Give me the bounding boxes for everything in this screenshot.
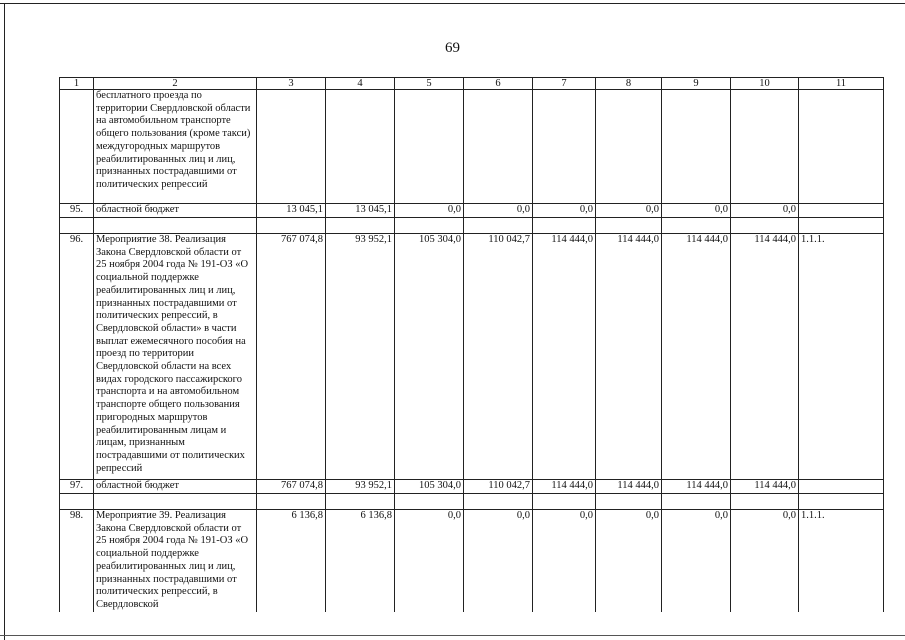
value-cell: 114 444,0 — [596, 234, 662, 480]
value-cell: 0,0 — [731, 510, 799, 612]
spacer-row — [60, 494, 884, 510]
scan-border-bottom — [0, 635, 905, 636]
table-row — [60, 90, 884, 204]
value-cell — [326, 90, 395, 204]
page-number: 69 — [445, 40, 460, 56]
value-cell: 13 045,1 — [326, 204, 395, 218]
row-number: 97. — [60, 480, 94, 494]
value-cell — [731, 90, 799, 204]
value-cell: 0,0 — [533, 510, 596, 612]
value-cell: 767 074,8 — [257, 480, 326, 494]
row-number — [60, 90, 94, 204]
row-reference: 1.1.1. — [799, 510, 884, 612]
row-number: 96. — [60, 234, 94, 480]
value-cell: 114 444,0 — [596, 480, 662, 494]
row-description: Мероприятие 38. Реализация Закона Свердловской области от 25 ноября 2004 года № 191-ОЗ «О социальной поддержке реабилитированных лиц и лиц, признанных пострадавшими от политических репрессий, в Свердловской области» в части выплат ежемесячного пособия на проезд по территории Свердловской области на всех видах городского пассажирского транспорта и на автомобильном транспорте общего пользования пригородных маршрутов реабилитированным лицам и лицам, признанным пострадавшими от политических репрессий — [94, 234, 257, 480]
value-cell — [596, 90, 662, 204]
header-cell: 4 — [326, 78, 395, 90]
value-cell: 114 444,0 — [731, 234, 799, 480]
value-cell: 6 136,8 — [257, 510, 326, 612]
scan-border-top — [0, 3, 905, 4]
row-number: 98. — [60, 510, 94, 612]
value-cell: 114 444,0 — [662, 480, 731, 494]
value-cell: 0,0 — [662, 204, 731, 218]
header-cell: 9 — [662, 78, 731, 90]
value-cell: 0,0 — [533, 204, 596, 218]
row-description: Мероприятие 39. Реализация Закона Свердловской области от 25 ноября 2004 года № 191-ОЗ «О социальной поддержке реабилитированных лиц и лиц, признанных пострадавшими от политических репрессий, в Свердловской — [94, 510, 257, 612]
header-row — [60, 78, 884, 90]
budget-table — [59, 77, 884, 612]
row-reference: 1.1.1. — [799, 234, 884, 480]
value-cell — [533, 90, 596, 204]
value-cell — [662, 90, 731, 204]
value-cell: 0,0 — [464, 204, 533, 218]
value-cell: 0,0 — [596, 204, 662, 218]
value-cell: 114 444,0 — [662, 234, 731, 480]
spacer-row — [60, 218, 884, 234]
value-cell: 105 304,0 — [395, 480, 464, 494]
row-description: областной бюджет — [94, 204, 257, 218]
value-cell — [395, 90, 464, 204]
value-cell: 93 952,1 — [326, 234, 395, 480]
header-cell: 10 — [731, 78, 799, 90]
row-reference — [799, 90, 884, 204]
header-cell: 6 — [464, 78, 533, 90]
table-row — [60, 234, 884, 480]
value-cell: 0,0 — [395, 204, 464, 218]
row-reference — [799, 480, 884, 494]
table-row — [60, 204, 884, 218]
header-cell: 3 — [257, 78, 326, 90]
value-cell: 0,0 — [596, 510, 662, 612]
value-cell: 93 952,1 — [326, 480, 395, 494]
value-cell: 0,0 — [662, 510, 731, 612]
row-description: бесплатного проезда по территории Свердловской области на автомобильном транспорте общего пользования (кроме такси) междугородных маршрутов реабилитированных лиц и лиц, признанных пострадавшими от политических репрессий — [94, 90, 257, 204]
header-cell: 11 — [799, 78, 884, 90]
table-row — [60, 480, 884, 494]
value-cell — [464, 90, 533, 204]
value-cell: 105 304,0 — [395, 234, 464, 480]
header-cell: 2 — [94, 78, 257, 90]
value-cell: 114 444,0 — [533, 480, 596, 494]
scan-border-left — [4, 3, 5, 640]
header-cell: 7 — [533, 78, 596, 90]
header-cell: 5 — [395, 78, 464, 90]
header-cell: 8 — [596, 78, 662, 90]
table-row — [60, 510, 884, 612]
value-cell: 0,0 — [731, 204, 799, 218]
value-cell — [257, 90, 326, 204]
value-cell: 13 045,1 — [257, 204, 326, 218]
row-number: 95. — [60, 204, 94, 218]
value-cell: 114 444,0 — [731, 480, 799, 494]
row-reference — [799, 204, 884, 218]
header-cell: 1 — [60, 78, 94, 90]
value-cell: 110 042,7 — [464, 480, 533, 494]
value-cell: 110 042,7 — [464, 234, 533, 480]
value-cell: 114 444,0 — [533, 234, 596, 480]
value-cell: 6 136,8 — [326, 510, 395, 612]
row-description: областной бюджет — [94, 480, 257, 494]
value-cell: 767 074,8 — [257, 234, 326, 480]
value-cell: 0,0 — [395, 510, 464, 612]
value-cell: 0,0 — [464, 510, 533, 612]
